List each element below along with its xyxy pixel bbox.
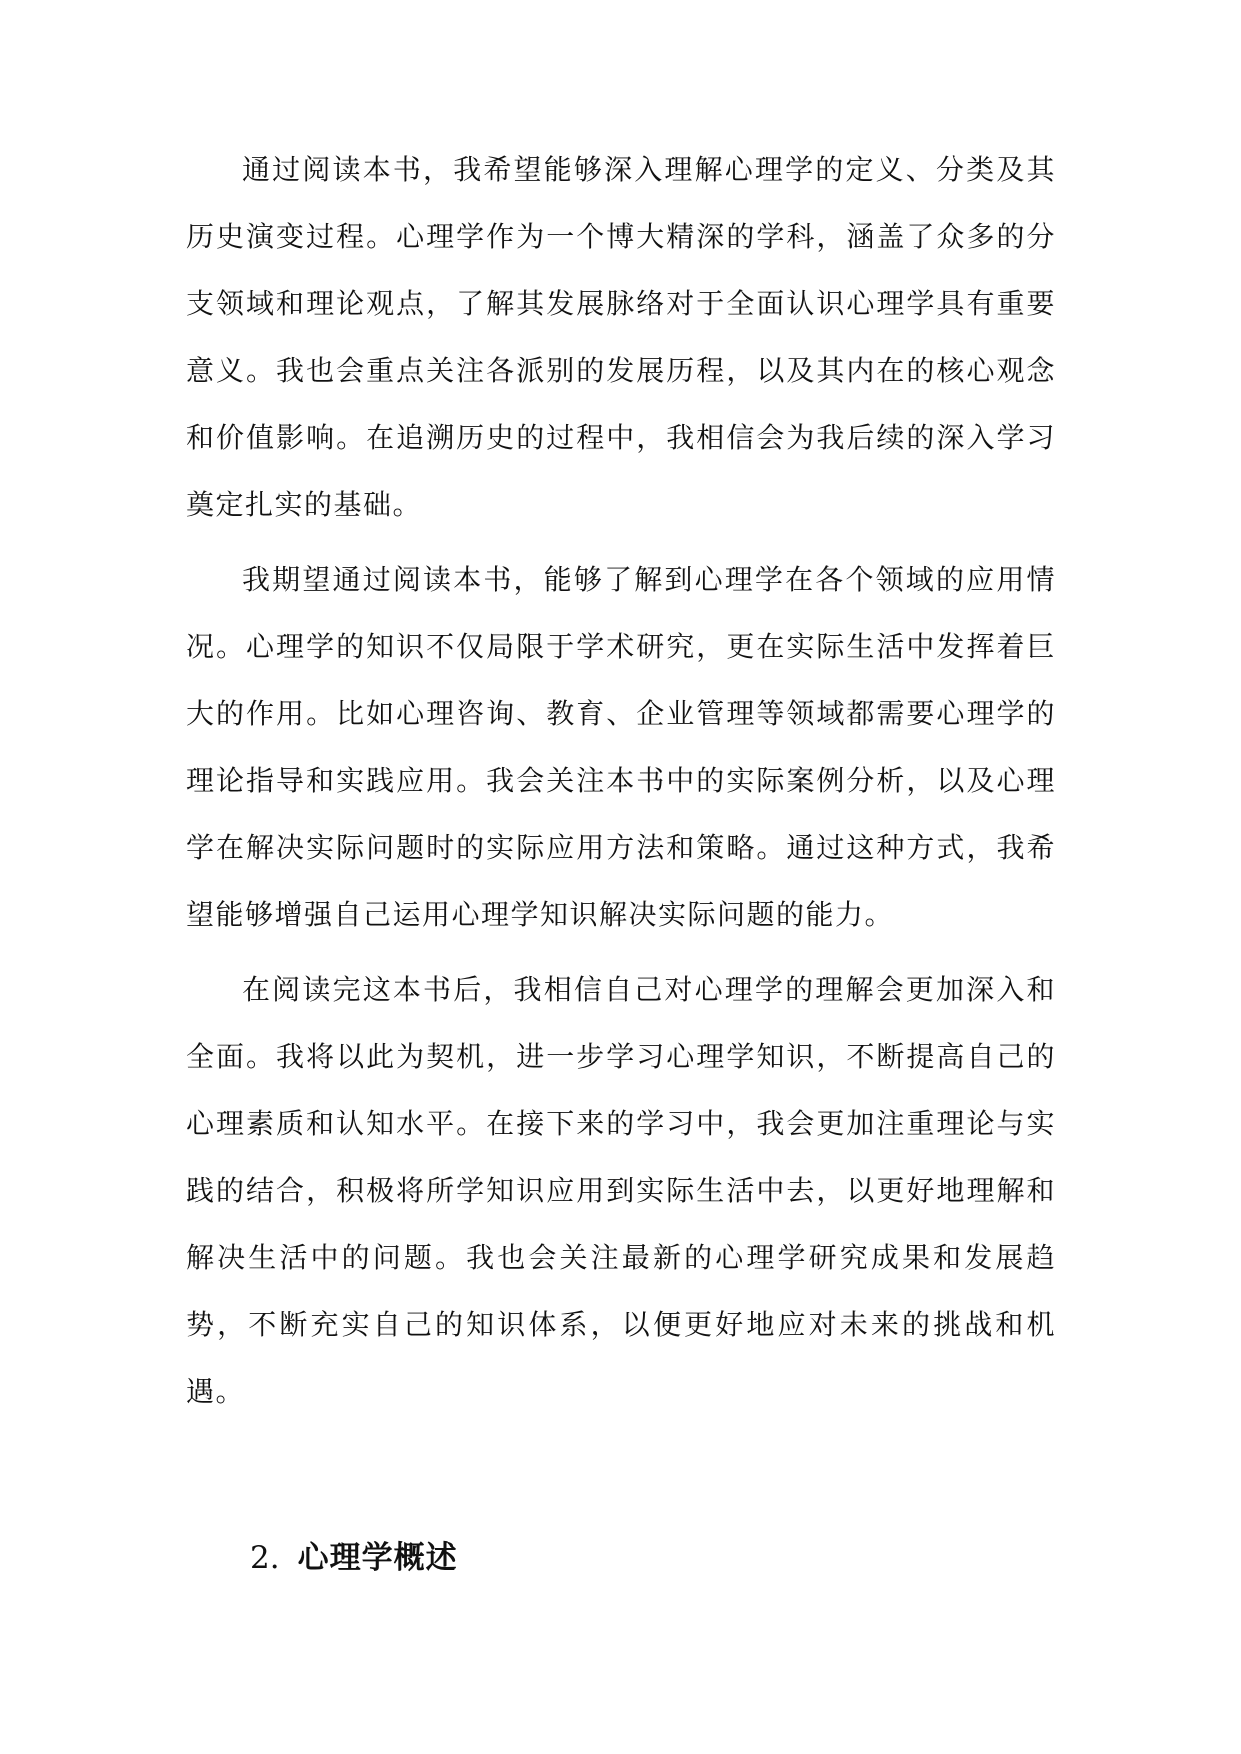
section-heading (250, 1532, 458, 1577)
paragraph-3: 在阅读完这本书后，我相信自己对心理学的理解会更加深入和全面。我将以此为契机，进一步学习心理学知识，不断提高自己的心理素质和认知水平。在接下来的学习中，我会更加注重理论与实践的结合，积极将所学知识应用到实际生活中去，以更好地理解和解决生活中的问题。我也会关注最新的心理学研究成果和发展趋势，不断充实自己的知识体系，以便更好地应对未来的挑战和机遇。 (186, 973, 1056, 1408)
paragraph-2: 我期望通过阅读本书，能够了解到心理学在各个领域的应用情况。心理学的知识不仅局限于学术研究，更在实际生活中发挥着巨大的作用。比如心理咨询、教育、企业管理等领域都需要心理学的理论指导和实践应用。我会关注本书中的实际案例分析，以及心理学在解决实际问题时的实际应用方法和策略。通过这种方式，我希望能够增强自己运用心理学知识解决实际问题的能力。 (186, 563, 1056, 931)
paragraph-1: 通过阅读本书，我希望能够深入理解心理学的定义、分类及其历史演变过程。心理学作为一个博大精深的学科，涵盖了众多的分支领域和理论观点，了解其发展脉络对于全面认识心理学具有重要意义。我也会重点关注各派别的发展历程，以及其内在的核心观念和价值影响。在追溯历史的过程中，我相信会为我后续的深入学习奠定扎实的基础。 (186, 153, 1056, 521)
body-text (186, 136, 1056, 1433)
section-title: 心理学概述 (297, 1540, 458, 1576)
section-number: 2. (250, 1540, 280, 1576)
